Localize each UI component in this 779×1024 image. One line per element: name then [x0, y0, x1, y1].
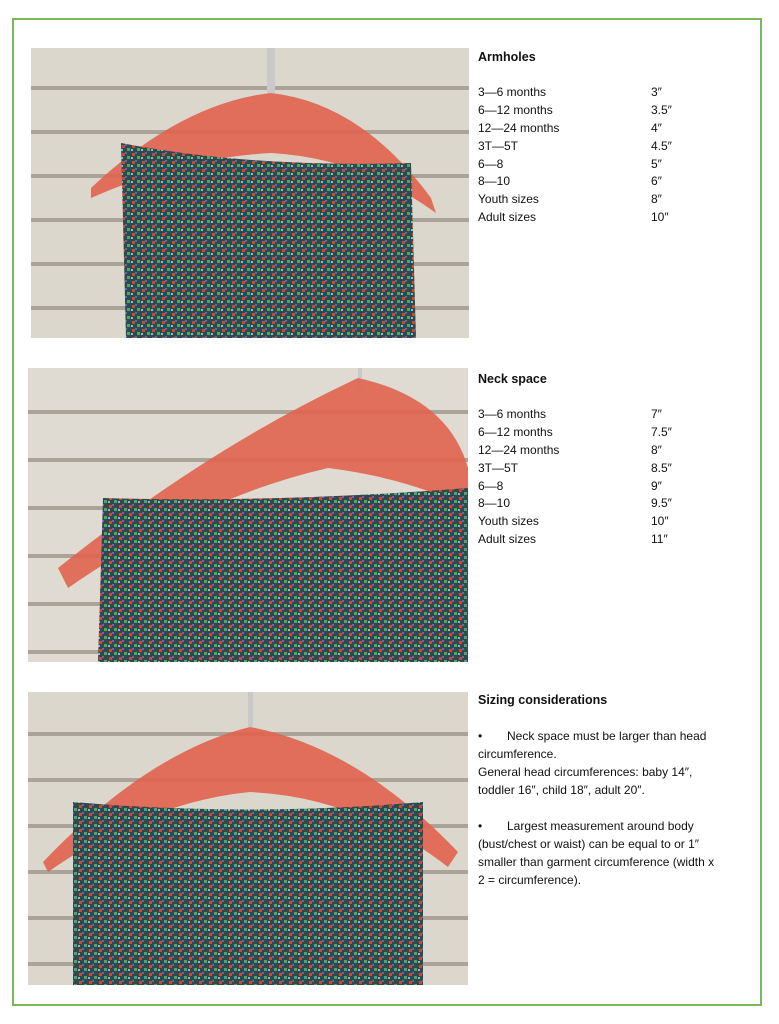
size-label: Youth sizes	[478, 192, 539, 207]
bullet-text-continued: smaller than garment circumference (width x	[478, 855, 715, 869]
size-label: Youth sizes	[478, 514, 539, 529]
table-row	[478, 84, 753, 102]
sizing-considerations-title: Sizing considerations	[478, 693, 608, 707]
size-label: 6—8	[478, 478, 504, 493]
bullet-text-continued: (bust/chest or waist) can be equal to or 1″	[478, 837, 700, 851]
table-row	[478, 173, 753, 191]
crochet-top-on-hanger-photo-icon	[28, 368, 468, 662]
table-row	[478, 406, 753, 424]
bullet-text: Largest measurement around body	[507, 819, 694, 833]
size-value: 10″	[651, 514, 669, 529]
size-value: 8″	[651, 442, 662, 457]
table-row	[478, 209, 753, 227]
bullet-point-1	[478, 727, 753, 745]
armholes-title: Armholes	[478, 50, 536, 64]
table-row	[478, 102, 753, 120]
size-value: 9″	[651, 478, 662, 493]
size-label: Adult sizes	[478, 210, 537, 225]
head-circumference-text: General head circumferences: baby 14″,	[478, 765, 693, 779]
armholes-section	[478, 50, 753, 227]
size-label: 3—6 months	[478, 407, 547, 421]
table-row	[478, 495, 753, 513]
bullet-text-continued: circumference.	[478, 747, 557, 761]
size-value: 5″	[651, 156, 662, 171]
table-row	[478, 120, 753, 138]
bullet-icon: •	[478, 819, 483, 833]
bullet-icon: •	[478, 729, 483, 743]
size-value: 3.5″	[651, 102, 672, 117]
size-value: 9.5″	[651, 496, 672, 511]
table-row	[478, 156, 753, 174]
table-row	[478, 138, 753, 156]
size-value: 10″	[651, 210, 669, 225]
table-row	[478, 460, 753, 478]
size-label: 3T—5T	[478, 460, 519, 475]
bullet-point-2	[478, 817, 753, 835]
crochet-top-on-hanger-photo-icon	[31, 48, 469, 338]
size-value: 7.5″	[651, 424, 672, 439]
size-value: 4″	[651, 120, 662, 135]
table-row	[478, 442, 753, 460]
table-row	[478, 424, 753, 442]
size-value: 3″	[651, 85, 662, 99]
size-label: 6—8	[478, 156, 504, 171]
bullet-text: Neck space must be larger than head	[507, 729, 707, 743]
size-value: 8.5″	[651, 460, 672, 475]
table-row	[478, 531, 753, 549]
head-circumference-text: toddler 16″, child 18″, adult 20″.	[478, 783, 645, 797]
neck-space-section	[478, 372, 753, 549]
sizing-considerations-section	[478, 693, 753, 889]
crochet-top-photo-2	[28, 368, 468, 662]
table-row	[478, 478, 753, 496]
size-label: 3—6 months	[478, 85, 547, 99]
table-row	[478, 191, 753, 209]
table-row	[478, 513, 753, 531]
size-value: 7″	[651, 407, 662, 421]
size-label: 6—12 months	[478, 102, 553, 117]
size-label: 3T—5T	[478, 138, 519, 153]
size-value: 11″	[651, 532, 668, 547]
size-label: 8—10	[478, 496, 511, 511]
size-label: 12—24 months	[478, 120, 560, 135]
size-label: Adult sizes	[478, 532, 537, 547]
size-label: 8—10	[478, 174, 511, 189]
bullet-text-continued: 2 = circumference).	[478, 873, 582, 887]
size-label: 6—12 months	[478, 424, 553, 439]
size-value: 8″	[651, 192, 662, 207]
crochet-top-photo-1	[31, 48, 469, 338]
crochet-top-photo-3	[28, 692, 468, 985]
neck-space-title: Neck space	[478, 372, 547, 386]
crochet-top-on-hanger-photo-icon	[28, 692, 468, 985]
size-value: 4.5″	[651, 138, 672, 153]
size-value: 6″	[651, 174, 662, 189]
size-label: 12—24 months	[478, 442, 560, 457]
